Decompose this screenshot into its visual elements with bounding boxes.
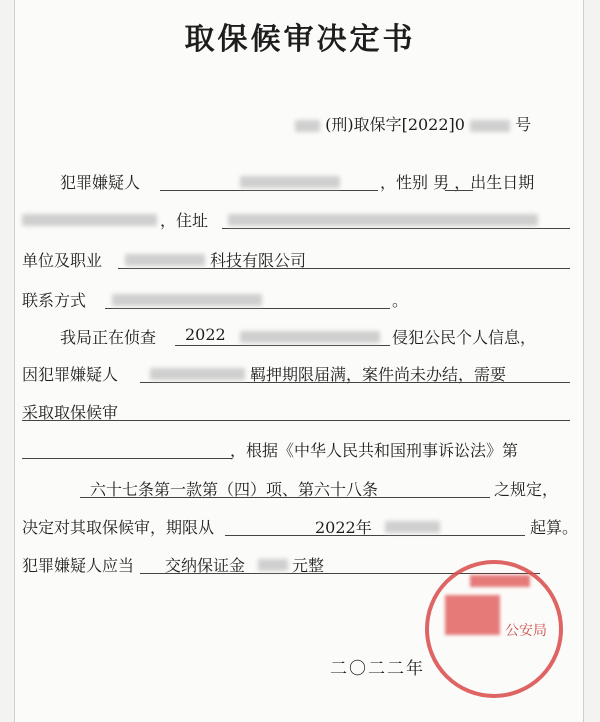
document-title: 取保候审决定书 (184, 22, 416, 57)
redacted-name (240, 176, 340, 188)
redacted-date (385, 521, 440, 533)
redacted-case (240, 331, 380, 343)
address-label: ，住址 (160, 211, 209, 230)
unit-label: 单位及职业 (22, 251, 103, 270)
year-value: 2022 (185, 325, 226, 344)
redacted-company (125, 254, 205, 266)
redacted-amount (258, 559, 288, 571)
redacted-prefix (295, 120, 320, 132)
company-name: 科技有限公司 (210, 251, 307, 270)
case-number: (刑)取保字[2022]0 号 (295, 112, 531, 135)
redacted-name-2 (150, 368, 245, 380)
gender-value: 男 (433, 173, 450, 192)
seal-text: 公安局 (505, 623, 547, 639)
start-date: 2022年 (315, 518, 372, 537)
redacted-address (228, 214, 538, 226)
name-underline (160, 190, 378, 191)
redacted-number (470, 120, 510, 132)
issue-date: 二〇二二年 (330, 659, 425, 679)
redacted-birthdate (22, 214, 157, 226)
suspect-line: 犯罪嫌疑人 (60, 173, 141, 192)
redacted-contact (112, 294, 262, 306)
contact-label: 联系方式 (22, 291, 87, 310)
seal-emblem-redacted (445, 595, 500, 635)
